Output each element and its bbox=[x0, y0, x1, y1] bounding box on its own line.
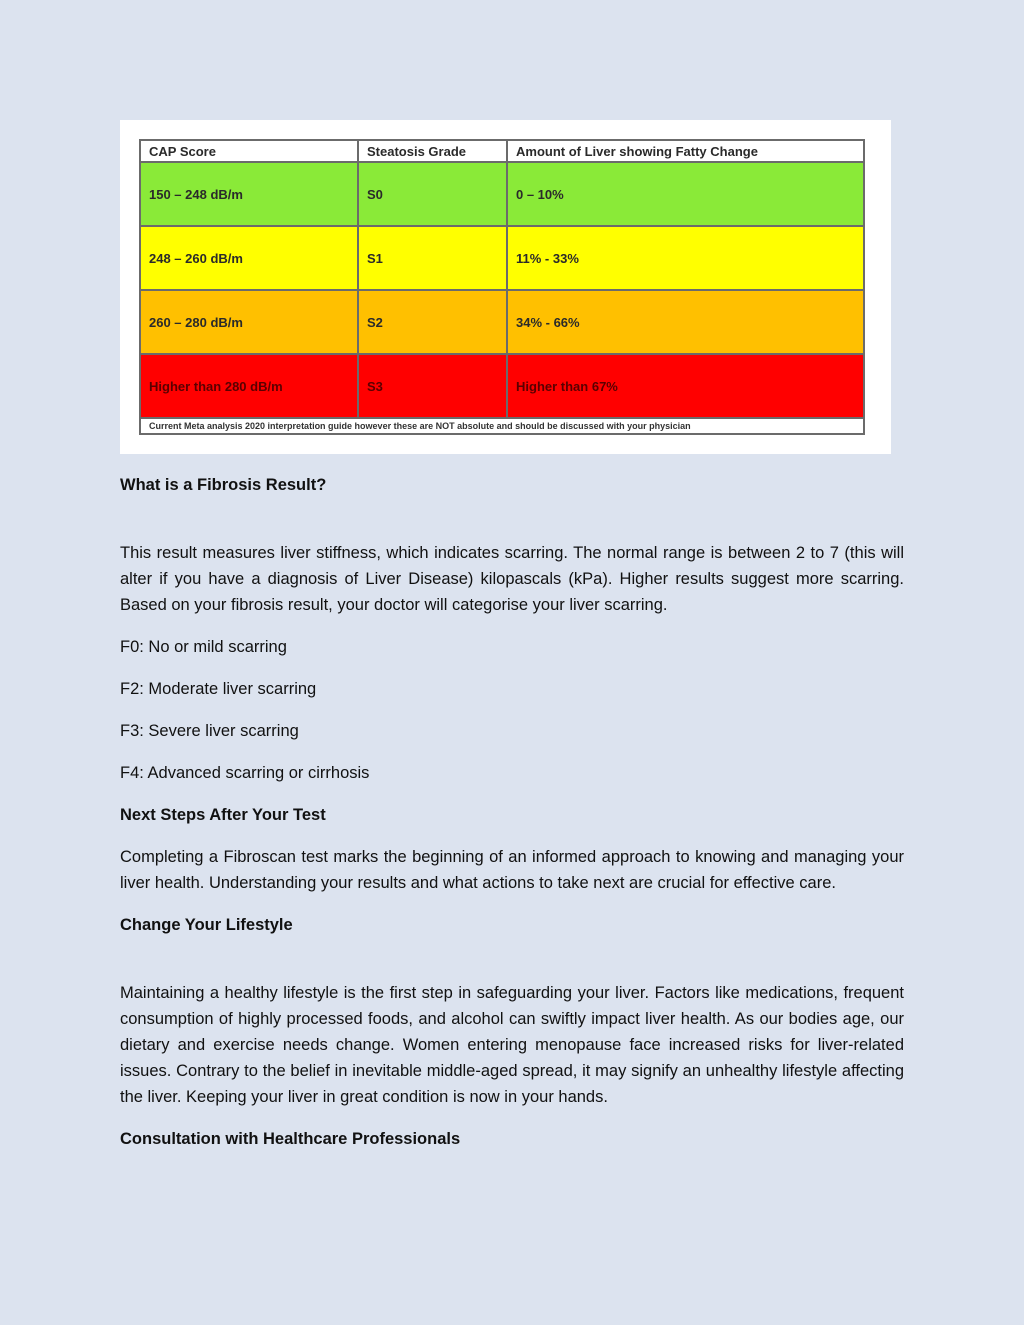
fibrosis-grade-f4: F4: Advanced scarring or cirrhosis bbox=[120, 764, 370, 782]
fibrosis-grade-f2: F2: Moderate liver scarring bbox=[120, 680, 317, 698]
lifestyle-heading: Change Your Lifestyle bbox=[120, 916, 293, 934]
fibrosis-grade-f0: F0: No or mild scarring bbox=[120, 638, 287, 656]
cap-score-cell: 260 – 280 dB/m bbox=[140, 290, 358, 354]
table-footnote: Current Meta analysis 2020 interpretation guide however these are NOT absolute and should be discussed with your physician bbox=[140, 418, 864, 434]
consultation-heading: Consultation with Healthcare Professionals bbox=[120, 1130, 461, 1148]
header-fatty-change: Amount of Liver showing Fatty Change bbox=[507, 140, 864, 162]
table-row bbox=[140, 226, 864, 290]
table-footnote-row bbox=[140, 418, 864, 434]
cap-score-cell: Higher than 280 dB/m bbox=[140, 354, 358, 418]
next-steps-heading: Next Steps After Your Test bbox=[120, 806, 326, 824]
grade-cell: S0 bbox=[358, 162, 507, 226]
grade-cell: S1 bbox=[358, 226, 507, 290]
fibrosis-heading: What is a Fibrosis Result? bbox=[120, 476, 327, 494]
grade-cell: S2 bbox=[358, 290, 507, 354]
cap-score-cell: 248 – 260 dB/m bbox=[140, 226, 358, 290]
article-body bbox=[120, 472, 904, 1152]
table-row bbox=[140, 162, 864, 226]
cap-score-table-image bbox=[120, 120, 891, 454]
cap-score-table bbox=[139, 139, 865, 435]
grade-cell: S3 bbox=[358, 354, 507, 418]
fibrosis-grade-f3: F3: Severe liver scarring bbox=[120, 722, 299, 740]
fatty-change-cell: 11% - 33% bbox=[507, 226, 864, 290]
fatty-change-cell: Higher than 67% bbox=[507, 354, 864, 418]
table-row bbox=[140, 290, 864, 354]
fibrosis-paragraph: This result measures liver stiffness, which indicates scarring. The normal range is between 2 to 7 (this will alter if you have a diagnosis of Liver Disease) kilopascals (kPa). Higher results suggest more scarring. Based on your fibrosis result, your doctor will categorise your liver scarring. bbox=[120, 544, 904, 614]
next-steps-paragraph: Completing a Fibroscan test marks the beginning of an informed approach to knowing and managing your liver health. Understanding your results and what actions to take next are crucial for effective care. bbox=[120, 848, 904, 892]
fatty-change-cell: 0 – 10% bbox=[507, 162, 864, 226]
cap-score-cell: 150 – 248 dB/m bbox=[140, 162, 358, 226]
table-header-row bbox=[140, 140, 864, 162]
fatty-change-cell: 34% - 66% bbox=[507, 290, 864, 354]
lifestyle-paragraph: Maintaining a healthy lifestyle is the first step in safeguarding your liver. Factors like medications, frequent consumption of highly processed foods, and alcohol can swiftly impact liver health. As our bodies age, our dietary and exercise needs change. Women entering menopause face increased risks for liver-related issues. Contrary to the belief in inevitable middle-aged spread, it may signify an unhealthy lifestyle affecting the liver. Keeping your liver in great condition is now in your hands. bbox=[120, 984, 904, 1106]
header-steatosis-grade: Steatosis Grade bbox=[358, 140, 507, 162]
header-cap-score: CAP Score bbox=[140, 140, 358, 162]
table-row bbox=[140, 354, 864, 418]
